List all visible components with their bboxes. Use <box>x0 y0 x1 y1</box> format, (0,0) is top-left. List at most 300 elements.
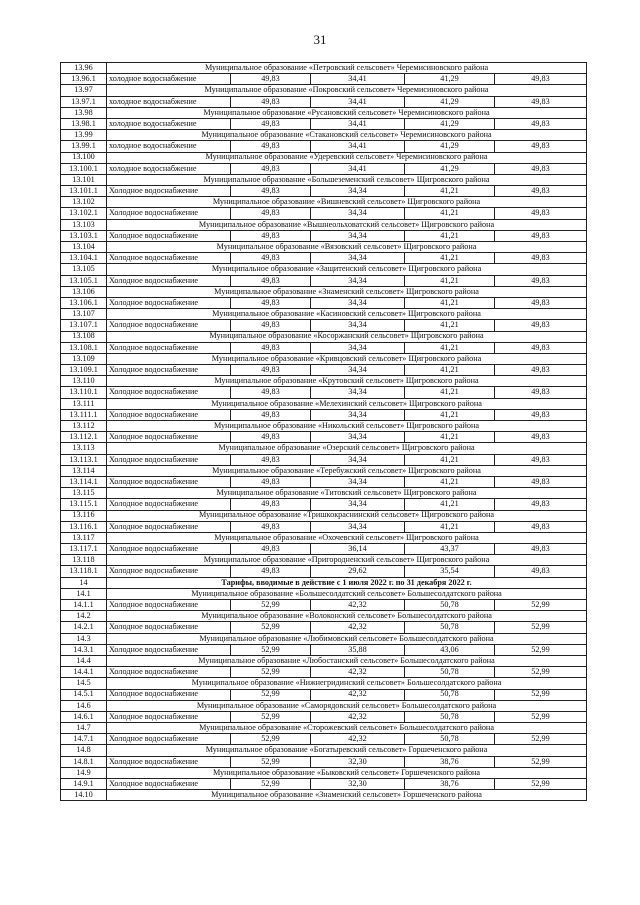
row-code: 13.103.1 <box>61 230 107 241</box>
tariff-row <box>61 342 587 353</box>
tariff-value: 34,34 <box>311 275 405 286</box>
tariff-value: 41,21 <box>405 432 495 443</box>
municipality-title: Муниципальное образование «Покровский сельсовет» Черемисиновского района <box>107 85 587 96</box>
municipality-header-row <box>61 588 587 599</box>
tariff-value: 52,99 <box>495 734 587 745</box>
municipality-header-row <box>61 723 587 734</box>
row-code: 13.118.1 <box>61 566 107 577</box>
tariff-value: 49,83 <box>495 499 587 510</box>
row-code: 13.96.1 <box>61 74 107 85</box>
service-label: холодное водоснабжение <box>107 96 231 107</box>
section-header-row <box>61 577 587 588</box>
municipality-title: Муниципальное образование «Петровский сельсовет» Черемисиновского района <box>107 63 587 74</box>
tariff-row <box>61 476 587 487</box>
tariff-value: 52,99 <box>231 689 311 700</box>
tariff-value: 52,99 <box>495 644 587 655</box>
tariff-value: 41,21 <box>405 297 495 308</box>
tariff-value: 50,78 <box>405 689 495 700</box>
tariff-value: 49,83 <box>231 141 311 152</box>
tariff-value: 50,78 <box>405 600 495 611</box>
row-code: 14.1.1 <box>61 600 107 611</box>
service-label: Холодное водоснабжение <box>107 622 231 633</box>
tariff-value: 49,83 <box>231 432 311 443</box>
tariff-table <box>60 62 587 801</box>
tariff-value: 52,99 <box>231 622 311 633</box>
municipality-title: Муниципальное образование «Быковский сельсовет» Горшеченского района <box>107 767 587 778</box>
tariff-row <box>61 409 587 420</box>
row-code: 14.4.1 <box>61 667 107 678</box>
tariff-value: 52,99 <box>231 779 311 790</box>
tariff-row <box>61 622 587 633</box>
municipality-header-row <box>61 633 587 644</box>
municipality-title: Муниципальное образование «Большеземенский сельсовет» Щигровского района <box>107 174 587 185</box>
municipality-title: Муниципальное образование «Удеревский сельсовет» Черемисиновского района <box>107 152 587 163</box>
municipality-header-row <box>61 376 587 387</box>
service-label: Холодное водоснабжение <box>107 365 231 376</box>
tariff-value: 52,99 <box>495 756 587 767</box>
municipality-title: Муниципальное образование «Озерский сельсовет» Щигровского района <box>107 443 587 454</box>
row-code: 13.112 <box>61 421 107 432</box>
service-label: Холодное водоснабжение <box>107 667 231 678</box>
tariff-value: 49,83 <box>495 432 587 443</box>
row-code: 13.104.1 <box>61 253 107 264</box>
service-label: Холодное водоснабжение <box>107 409 231 420</box>
tariff-value: 52,99 <box>231 711 311 722</box>
municipality-header-row <box>61 555 587 566</box>
row-code: 14.3.1 <box>61 644 107 655</box>
service-label: Холодное водоснабжение <box>107 779 231 790</box>
service-label: Холодное водоснабжение <box>107 521 231 532</box>
municipality-header-row <box>61 309 587 320</box>
municipality-header-row <box>61 700 587 711</box>
tariff-row <box>61 118 587 129</box>
row-code: 13.106 <box>61 286 107 297</box>
tariff-value: 34,34 <box>311 342 405 353</box>
municipality-title: Муниципальное образование «Касиновский сельсовет» Щигровского района <box>107 309 587 320</box>
row-code: 13.99.1 <box>61 141 107 152</box>
tariff-value: 41,29 <box>405 163 495 174</box>
municipality-title: Муниципальное образование «Богатыревский сельсовет» Горшеченского района <box>107 745 587 756</box>
municipality-title: Муниципальное образование «Пригородненский сельсовет» Щигровского района <box>107 555 587 566</box>
municipality-title: Муниципальное образование «Вышнеольховатский сельсовет» Щигровского района <box>107 219 587 230</box>
tariff-value: 41,21 <box>405 253 495 264</box>
tariff-row <box>61 432 587 443</box>
service-label: Холодное водоснабжение <box>107 208 231 219</box>
municipality-title: Муниципальное образование «Тришкокраснинский сельсовет» Щигровского района <box>107 510 587 521</box>
service-label: Холодное водоснабжение <box>107 320 231 331</box>
tariff-row <box>61 544 587 555</box>
tariff-row <box>61 253 587 264</box>
tariff-value: 49,83 <box>231 118 311 129</box>
tariff-value: 42,32 <box>311 600 405 611</box>
tariff-value: 49,83 <box>495 96 587 107</box>
municipality-header-row <box>61 197 587 208</box>
tariff-value: 34,41 <box>311 163 405 174</box>
tariff-value: 49,83 <box>495 387 587 398</box>
municipality-title: Муниципальное образование «Стакановский сельсовет» Черемисиновского района <box>107 130 587 141</box>
tariff-value: 49,83 <box>495 163 587 174</box>
row-code: 13.111.1 <box>61 409 107 420</box>
municipality-header-row <box>61 130 587 141</box>
tariff-value: 42,32 <box>311 667 405 678</box>
tariff-value: 41,21 <box>405 476 495 487</box>
tariff-value: 49,83 <box>231 96 311 107</box>
row-code: 13.117.1 <box>61 544 107 555</box>
tariff-value: 49,83 <box>231 521 311 532</box>
municipality-header-row <box>61 532 587 543</box>
row-code: 13.117 <box>61 532 107 543</box>
municipality-header-row <box>61 655 587 666</box>
tariff-value: 36,14 <box>311 544 405 555</box>
tariff-value: 32,30 <box>311 779 405 790</box>
tariff-value: 50,78 <box>405 667 495 678</box>
tariff-value: 42,32 <box>311 711 405 722</box>
service-label: Холодное водоснабжение <box>107 734 231 745</box>
tariff-row <box>61 499 587 510</box>
municipality-header-row <box>61 465 587 476</box>
row-code: 13.115 <box>61 488 107 499</box>
tariff-value: 49,83 <box>495 230 587 241</box>
tariff-value: 52,99 <box>495 600 587 611</box>
municipality-title: Муниципальное образование «Сторожевский сельсовет» Большесолдатского района <box>107 723 587 734</box>
tariff-value: 49,83 <box>231 163 311 174</box>
tariff-value: 34,41 <box>311 118 405 129</box>
tariff-value: 49,83 <box>231 253 311 264</box>
row-code: 13.112.1 <box>61 432 107 443</box>
municipality-title: Муниципальное образование «Любимовский сельсовет» Большесолдатского района <box>107 633 587 644</box>
service-label: Холодное водоснабжение <box>107 689 231 700</box>
tariff-table-body <box>61 63 587 801</box>
tariff-value: 49,83 <box>495 297 587 308</box>
municipality-title: Муниципальное образование «Любостанский сельсовет» Большесолдатского района <box>107 655 587 666</box>
row-code: 14.9 <box>61 767 107 778</box>
service-label: Холодное водоснабжение <box>107 297 231 308</box>
tariff-value: 49,83 <box>495 186 587 197</box>
municipality-title: Муниципальное образование «Знаменский сельсовет» Щигровского района <box>107 286 587 297</box>
tariff-value: 42,32 <box>311 734 405 745</box>
tariff-value: 49,83 <box>495 544 587 555</box>
tariff-value: 38,76 <box>405 779 495 790</box>
municipality-title: Муниципальное образование «Вишневский сельсовет» Щигровского района <box>107 197 587 208</box>
service-label: холодное водоснабжение <box>107 141 231 152</box>
row-code: 13.105 <box>61 264 107 275</box>
municipality-header-row <box>61 745 587 756</box>
tariff-value: 49,83 <box>231 230 311 241</box>
municipality-header-row <box>61 286 587 297</box>
row-code: 13.102 <box>61 197 107 208</box>
tariff-value: 49,83 <box>231 454 311 465</box>
municipality-header-row <box>61 63 587 74</box>
tariff-value: 52,99 <box>231 667 311 678</box>
service-label: Холодное водоснабжение <box>107 476 231 487</box>
section-title: Тарифы, вводимые в действие с 1 июля 2022 г. по 31 декабря 2022 г. <box>107 577 587 588</box>
row-code: 13.115.1 <box>61 499 107 510</box>
tariff-value: 49,83 <box>495 521 587 532</box>
row-code: 13.98.1 <box>61 118 107 129</box>
tariff-row <box>61 230 587 241</box>
municipality-header-row <box>61 264 587 275</box>
row-code: 13.98 <box>61 107 107 118</box>
tariff-value: 49,83 <box>231 275 311 286</box>
tariff-value: 34,34 <box>311 208 405 219</box>
tariff-value: 52,99 <box>495 667 587 678</box>
municipality-title: Муниципальное образование «Титовский сельсовет» Щигровского района <box>107 488 587 499</box>
row-code: 13.109.1 <box>61 365 107 376</box>
municipality-title: Муниципальное образование «Волоконский сельсовет» Большесолдатского района <box>107 611 587 622</box>
municipality-title: Муниципальное образование «Охочевский сельсовет» Щигровского района <box>107 532 587 543</box>
municipality-header-row <box>61 331 587 342</box>
row-code: 13.96 <box>61 63 107 74</box>
row-code: 13.99 <box>61 130 107 141</box>
tariff-value: 49,83 <box>231 387 311 398</box>
tariff-value: 52,99 <box>231 756 311 767</box>
tariff-value: 49,83 <box>231 365 311 376</box>
tariff-value: 41,21 <box>405 521 495 532</box>
row-code: 14.9.1 <box>61 779 107 790</box>
row-code: 13.108.1 <box>61 342 107 353</box>
service-label: Холодное водоснабжение <box>107 756 231 767</box>
tariff-row <box>61 297 587 308</box>
row-code: 13.111 <box>61 398 107 409</box>
row-code: 13.101 <box>61 174 107 185</box>
tariff-row <box>61 163 587 174</box>
tariff-row <box>61 600 587 611</box>
municipality-header-row <box>61 242 587 253</box>
tariff-value: 34,34 <box>311 499 405 510</box>
row-code: 13.97.1 <box>61 96 107 107</box>
row-code: 14.8 <box>61 745 107 756</box>
row-code: 14.1 <box>61 588 107 599</box>
tariff-value: 34,34 <box>311 454 405 465</box>
service-label: Холодное водоснабжение <box>107 253 231 264</box>
tariff-value: 49,83 <box>231 544 311 555</box>
tariff-value: 49,83 <box>231 409 311 420</box>
tariff-value: 41,29 <box>405 74 495 85</box>
row-code: 13.116.1 <box>61 521 107 532</box>
row-code: 13.114.1 <box>61 476 107 487</box>
tariff-value: 34,34 <box>311 320 405 331</box>
tariff-value: 42,32 <box>311 689 405 700</box>
tariff-value: 34,34 <box>311 253 405 264</box>
tariff-value: 49,83 <box>495 253 587 264</box>
tariff-value: 52,99 <box>495 711 587 722</box>
tariff-value: 50,78 <box>405 622 495 633</box>
service-label: Холодное водоснабжение <box>107 600 231 611</box>
row-code: 14.8.1 <box>61 756 107 767</box>
tariff-value: 41,21 <box>405 342 495 353</box>
service-label: Холодное водоснабжение <box>107 711 231 722</box>
municipality-title: Муниципальное образование «Никольский сельсовет» Щигровского района <box>107 421 587 432</box>
municipality-header-row <box>61 611 587 622</box>
row-code: 14.10 <box>61 790 107 801</box>
tariff-value: 49,83 <box>495 118 587 129</box>
service-label: Холодное водоснабжение <box>107 387 231 398</box>
municipality-title: Муниципальное образование «Русановский сельсовет» Черемисиновского района <box>107 107 587 118</box>
tariff-value: 52,99 <box>495 622 587 633</box>
municipality-header-row <box>61 678 587 689</box>
municipality-header-row <box>61 174 587 185</box>
row-code: 13.101.1 <box>61 186 107 197</box>
municipality-title: Муниципальное образование «Саморядовский сельсовет» Большесолдатского района <box>107 700 587 711</box>
row-code: 13.109 <box>61 353 107 364</box>
tariff-value: 34,41 <box>311 96 405 107</box>
tariff-value: 43,37 <box>405 544 495 555</box>
tariff-value: 41,21 <box>405 208 495 219</box>
tariff-value: 38,76 <box>405 756 495 767</box>
row-code: 13.97 <box>61 85 107 96</box>
tariff-row <box>61 756 587 767</box>
tariff-value: 34,34 <box>311 521 405 532</box>
tariff-row <box>61 208 587 219</box>
tariff-value: 52,99 <box>231 734 311 745</box>
tariff-value: 49,83 <box>231 476 311 487</box>
tariff-value: 49,83 <box>495 74 587 85</box>
municipality-header-row <box>61 219 587 230</box>
tariff-row <box>61 711 587 722</box>
municipality-header-row <box>61 353 587 364</box>
row-code: 14.6 <box>61 700 107 711</box>
municipality-header-row <box>61 790 587 801</box>
tariff-value: 49,83 <box>495 141 587 152</box>
row-code: 13.113.1 <box>61 454 107 465</box>
row-code: 13.110.1 <box>61 387 107 398</box>
service-label: Холодное водоснабжение <box>107 499 231 510</box>
tariff-value: 49,83 <box>231 297 311 308</box>
row-code: 13.103 <box>61 219 107 230</box>
service-label: Холодное водоснабжение <box>107 644 231 655</box>
service-label: Холодное водоснабжение <box>107 454 231 465</box>
tariff-row <box>61 644 587 655</box>
row-code: 14 <box>61 577 107 588</box>
tariff-value: 50,78 <box>405 734 495 745</box>
tariff-row <box>61 454 587 465</box>
tariff-value: 49,83 <box>495 365 587 376</box>
row-code: 14.7.1 <box>61 734 107 745</box>
row-code: 13.114 <box>61 465 107 476</box>
service-label: Холодное водоснабжение <box>107 230 231 241</box>
row-code: 13.116 <box>61 510 107 521</box>
row-code: 13.113 <box>61 443 107 454</box>
tariff-row <box>61 96 587 107</box>
tariff-value: 41,21 <box>405 454 495 465</box>
tariff-value: 41,21 <box>405 275 495 286</box>
tariff-value: 49,83 <box>495 454 587 465</box>
tariff-row <box>61 779 587 790</box>
tariff-row <box>61 521 587 532</box>
service-label: холодное водоснабжение <box>107 163 231 174</box>
municipality-header-row <box>61 510 587 521</box>
tariff-value: 41,29 <box>405 141 495 152</box>
municipality-title: Муниципальное образование «Вязовский сельсовет» Щигровского района <box>107 242 587 253</box>
row-code: 13.100 <box>61 152 107 163</box>
municipality-header-row <box>61 107 587 118</box>
municipality-header-row <box>61 443 587 454</box>
row-code: 14.5 <box>61 678 107 689</box>
tariff-value: 49,83 <box>231 186 311 197</box>
municipality-header-row <box>61 85 587 96</box>
row-code: 13.108 <box>61 331 107 342</box>
tariff-row <box>61 566 587 577</box>
tariff-value: 52,99 <box>231 644 311 655</box>
row-code: 13.104 <box>61 242 107 253</box>
tariff-value: 49,83 <box>231 499 311 510</box>
municipality-title: Муниципальное образование «Крутовский сельсовет» Щигровского района <box>107 376 587 387</box>
row-code: 14.6.1 <box>61 711 107 722</box>
municipality-header-row <box>61 488 587 499</box>
tariff-value: 34,34 <box>311 230 405 241</box>
row-code: 13.118 <box>61 555 107 566</box>
tariff-value: 41,21 <box>405 409 495 420</box>
municipality-header-row <box>61 421 587 432</box>
municipality-title: Муниципальное образование «Косоржанский сельсовет» Щигровского района <box>107 331 587 342</box>
row-code: 14.2 <box>61 611 107 622</box>
tariff-value: 34,41 <box>311 141 405 152</box>
tariff-row <box>61 734 587 745</box>
tariff-row <box>61 141 587 152</box>
municipality-title: Муниципальное образование «Теребужский сельсовет» Щигровского района <box>107 465 587 476</box>
tariff-value: 52,99 <box>495 779 587 790</box>
row-code: 14.7 <box>61 723 107 734</box>
tariff-row <box>61 387 587 398</box>
service-label: Холодное водоснабжение <box>107 186 231 197</box>
municipality-header-row <box>61 398 587 409</box>
tariff-value: 34,34 <box>311 297 405 308</box>
tariff-value: 43,06 <box>405 644 495 655</box>
tariff-value: 34,34 <box>311 186 405 197</box>
page-number: 31 <box>313 32 327 47</box>
service-label: Холодное водоснабжение <box>107 544 231 555</box>
tariff-value: 34,34 <box>311 432 405 443</box>
row-code: 13.100.1 <box>61 163 107 174</box>
tariff-value: 41,29 <box>405 96 495 107</box>
tariff-value: 49,83 <box>495 208 587 219</box>
row-code: 14.5.1 <box>61 689 107 700</box>
service-label: Холодное водоснабжение <box>107 432 231 443</box>
row-code: 13.105.1 <box>61 275 107 286</box>
tariff-row <box>61 320 587 331</box>
service-label: Холодное водоснабжение <box>107 342 231 353</box>
municipality-title: Муниципальное образование «Знаменский сельсовет» Горшеченского района <box>107 790 587 801</box>
tariff-value: 34,34 <box>311 387 405 398</box>
municipality-title: Муниципальное образование «Мелехинский сельсовет» Щигровского района <box>107 398 587 409</box>
tariff-value: 49,83 <box>495 566 587 577</box>
municipality-title: Муниципальное образование «Большесолдатский сельсовет» Большесолдатского района <box>107 588 587 599</box>
tariff-value: 34,34 <box>311 476 405 487</box>
tariff-row <box>61 275 587 286</box>
row-code: 13.110 <box>61 376 107 387</box>
tariff-value: 41,21 <box>405 387 495 398</box>
tariff-value: 41,29 <box>405 118 495 129</box>
municipality-header-row <box>61 152 587 163</box>
tariff-value: 49,83 <box>495 476 587 487</box>
municipality-title: Муниципальное образование «Кривцовский сельсовет» Щигровского района <box>107 353 587 364</box>
tariff-value: 49,83 <box>231 566 311 577</box>
row-code: 13.107 <box>61 309 107 320</box>
tariff-value: 41,21 <box>405 186 495 197</box>
tariff-value: 49,83 <box>231 320 311 331</box>
municipality-header-row <box>61 767 587 778</box>
row-code: 13.106.1 <box>61 297 107 308</box>
service-label: Холодное водоснабжение <box>107 566 231 577</box>
tariff-value: 50,78 <box>405 711 495 722</box>
row-code: 14.4 <box>61 655 107 666</box>
tariff-value: 41,21 <box>405 320 495 331</box>
row-code: 14.3 <box>61 633 107 644</box>
tariff-value: 34,34 <box>311 365 405 376</box>
tariff-value: 49,83 <box>231 208 311 219</box>
tariff-value: 52,99 <box>495 689 587 700</box>
tariff-value: 41,21 <box>405 230 495 241</box>
